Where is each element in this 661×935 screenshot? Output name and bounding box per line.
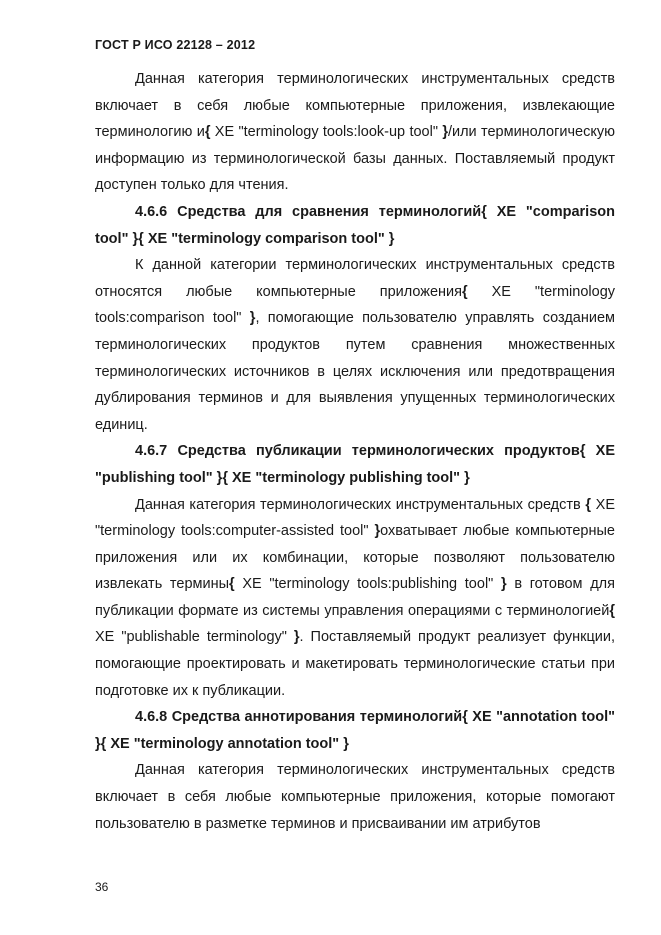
- field-brace-open: {: [585, 496, 592, 513]
- standard-header: ГОСТ Р ИСО 22128 – 2012: [95, 38, 256, 52]
- text-run: охватывает любые компьютерные приложения или их комбинации, которые позволяют пользователю извлекать термины: [95, 523, 615, 593]
- xe-field-code: XE "terminology tools:publishing tool": [234, 576, 501, 593]
- field-brace-close: }: [442, 124, 448, 141]
- xe-field-code: XE "terminology tools:look-up tool": [210, 124, 443, 141]
- field-brace-open: {: [204, 124, 211, 141]
- text-run: /или терминологическую информацию из терминологической базы данных. Поставляемый продукт доступен только для чтения.: [95, 124, 615, 194]
- heading-4-6-6: [95, 199, 615, 252]
- xe-field-code: XE "terminology annotation tool": [106, 735, 344, 752]
- text-run: Данная категория терминологических инструментальных средств включает в себя любые компьютерные приложения, извлекающие терминологию и: [95, 71, 615, 141]
- field-brace-open: {: [481, 203, 487, 220]
- field-brace-close: }: [132, 230, 139, 247]
- field-brace-close: }: [464, 469, 470, 486]
- text-run: , помогающие пользователю управлять созданием терминологических продуктов путем сравнения множественных терминологических источников в целях исключения или предотвращения дублирования терминов и для выявления упущенных терминологических единиц.: [95, 310, 615, 433]
- heading-text: 4.6.6 Средства для сравнения терминологий: [135, 203, 482, 220]
- paragraph-annotation-tools: [95, 757, 615, 837]
- field-brace-close: }: [388, 230, 395, 247]
- page-body: [95, 66, 615, 837]
- xe-field-code: XE "publishing tool": [95, 443, 616, 486]
- xe-field-code: XE "comparison tool": [95, 203, 615, 247]
- xe-field-code: XE "publishable terminology": [95, 629, 294, 646]
- text-run: в готовом для публикации формате из системы управления операциями с терминологией: [95, 576, 615, 619]
- field-brace-open: {: [462, 283, 468, 300]
- field-brace-close: }: [95, 735, 101, 752]
- text-run: Данная категория терминологических инструментальных средств включает в себя любые компьютерные приложения, которые помогают пользователю в разметке терминов и присваивании им атрибутов: [95, 762, 615, 832]
- heading-text: 4.6.7 Средства публикации терминологических продуктов: [135, 443, 580, 460]
- field-brace-open: {: [138, 230, 144, 247]
- field-brace-close: }: [216, 469, 223, 486]
- xe-field-code: XE "terminology publishing tool": [227, 469, 465, 486]
- field-brace-close: }: [249, 310, 256, 327]
- paragraph-comparison-tools: [95, 252, 615, 438]
- page-number: 36: [95, 880, 109, 894]
- heading-4-6-7: [95, 438, 615, 491]
- heading-text: 4.6.8 Средства аннотирования терминологий: [135, 709, 463, 726]
- text-run: Данная категория терминологических инструментальных средств: [135, 496, 581, 513]
- xe-field-code: XE "terminology tools:computer-assisted tool": [95, 496, 615, 540]
- field-brace-close: }: [343, 735, 349, 752]
- field-brace-open: {: [222, 469, 228, 486]
- text-run: . Поставляемый продукт реализует функции, помогающие проектировать и макетировать терминологические статьи при подготовке их к публикации.: [95, 629, 615, 699]
- field-brace-open: {: [229, 576, 235, 593]
- xe-field-code: XE "annotation tool": [467, 709, 615, 726]
- field-brace-close: }: [374, 523, 381, 540]
- xe-field-code: XE "terminology comparison tool": [143, 230, 389, 247]
- field-brace-open: {: [579, 443, 586, 460]
- heading-4-6-8: [95, 704, 615, 757]
- field-brace-close: }: [500, 576, 507, 593]
- text-run: К данной категории терминологических инструментальных средств относятся любые компьютерные приложения: [95, 257, 615, 300]
- paragraph-publishing-tools: [95, 492, 615, 705]
- paragraph-lookup-tools: [95, 66, 615, 199]
- field-brace-open: {: [462, 709, 468, 726]
- xe-field-code: XE "terminology tools:comparison tool": [95, 283, 616, 327]
- field-brace-open: {: [100, 735, 107, 752]
- field-brace-open: {: [609, 602, 615, 619]
- field-brace-close: }: [293, 629, 300, 646]
